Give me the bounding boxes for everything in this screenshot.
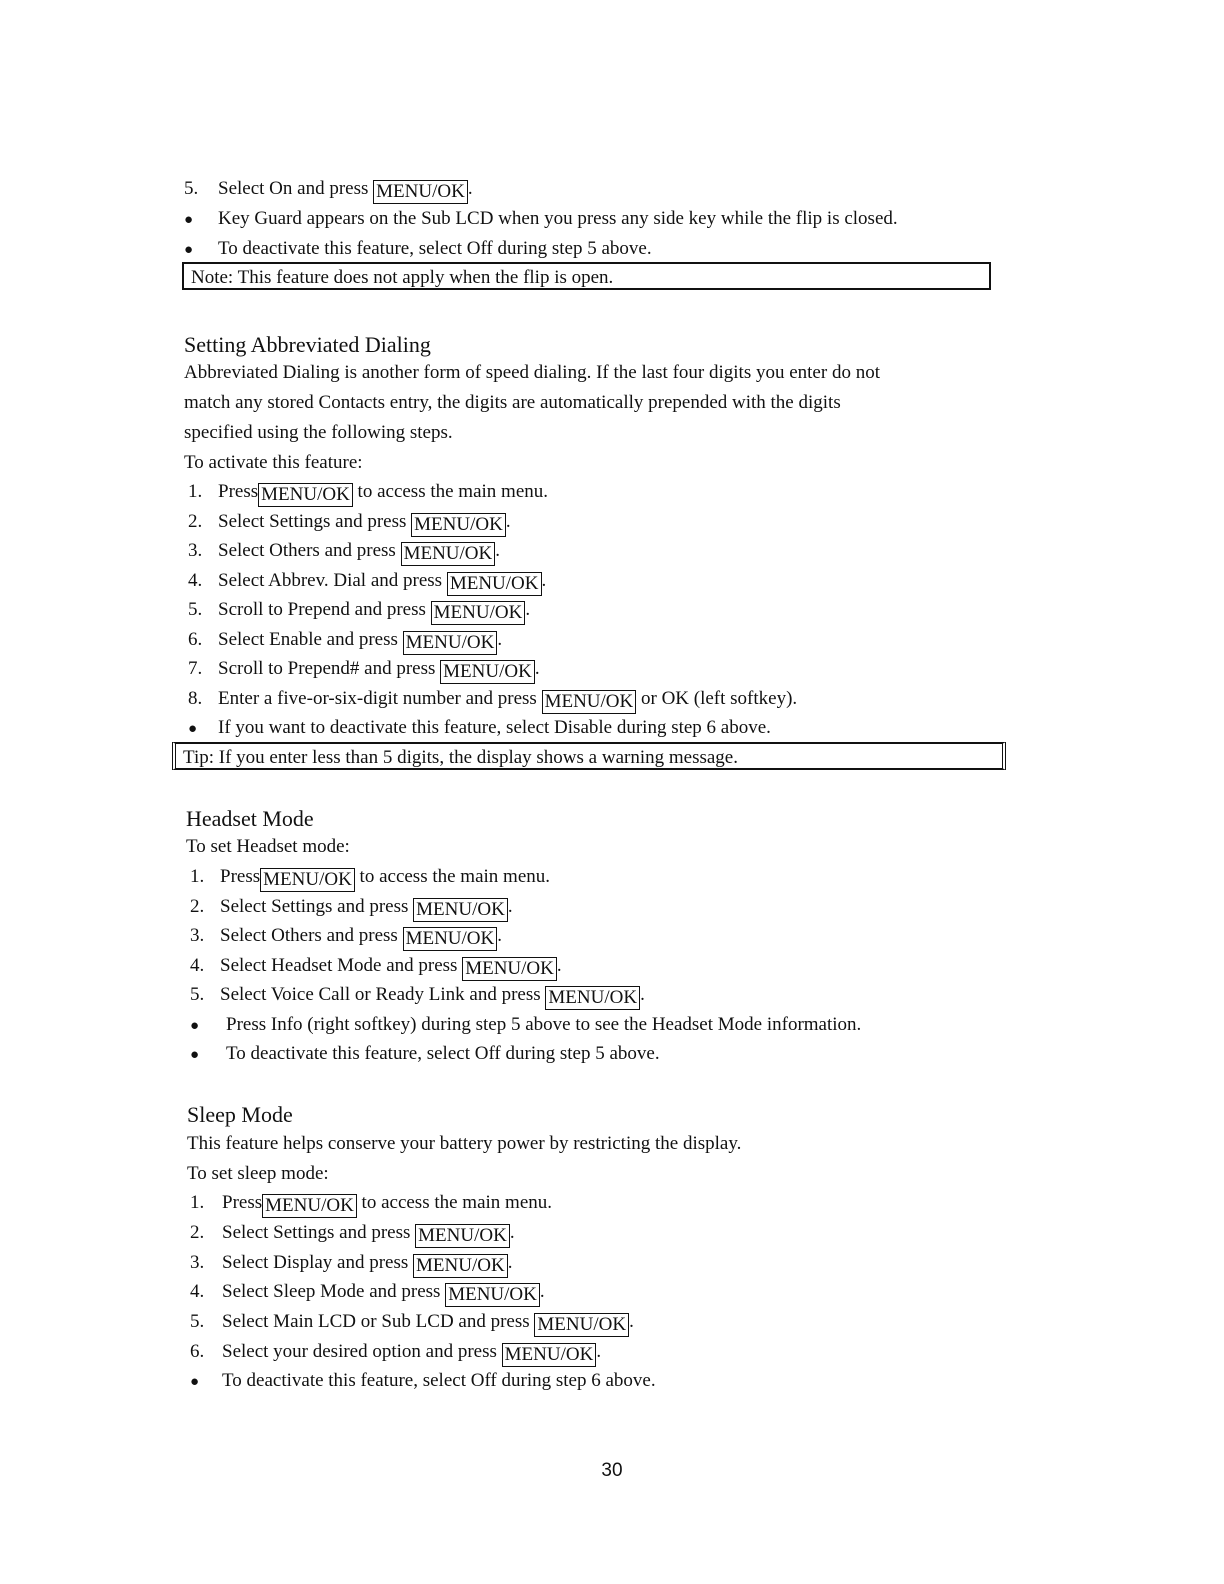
step-text: Select Sleep Mode and press	[222, 1281, 441, 1302]
section-title-sleep-mode: Sleep Mode	[187, 1102, 293, 1127]
menu-ok-key: MENU/OK	[502, 1343, 597, 1367]
abbrev-step-2	[188, 509, 511, 535]
step-text: Press	[222, 1192, 263, 1213]
step-text-end: .	[507, 1252, 513, 1273]
bullet-text: Key Guard appears on the Sub LCD when you press any side key while the flip is closed.	[218, 208, 898, 229]
step-text-end: .	[525, 599, 531, 620]
step-text: Press	[220, 866, 261, 887]
abbrev-step-7	[188, 656, 540, 682]
page-number: 30	[601, 1460, 623, 1481]
menu-ok-key: MENU/OK	[415, 1224, 510, 1248]
step-number: 4.	[190, 1281, 205, 1302]
keyguard-bullet-1	[184, 206, 898, 232]
step-text-end: .	[541, 570, 547, 591]
tip-text: Tip: If you enter less than 5 digits, the display shows a warning message.	[183, 747, 738, 768]
section-title-headset-mode: Headset Mode	[186, 806, 314, 831]
abbrev-step-8	[188, 686, 797, 712]
note-text: Note: This feature does not apply when the flip is open.	[191, 267, 614, 288]
sleep-bullet	[190, 1368, 656, 1394]
keyguard-note-box	[182, 262, 991, 290]
menu-ok-key: MENU/OK	[542, 690, 637, 714]
abbrev-step-5	[188, 597, 530, 623]
sleep-step-1	[190, 1190, 552, 1216]
step-number: 8.	[188, 688, 203, 709]
sleep-step-5	[190, 1309, 634, 1335]
abbrev-bullet	[188, 715, 771, 741]
step-text-end: .	[497, 629, 503, 650]
menu-ok-key: MENU/OK	[445, 1283, 540, 1307]
bullet-icon: ●	[190, 1047, 200, 1063]
headset-bullet-2	[190, 1041, 660, 1067]
step-text: Select Display and press	[222, 1252, 409, 1273]
abbrev-step-3	[188, 538, 500, 564]
step-number: 6.	[188, 629, 203, 650]
bullet-text: To deactivate this feature, select Off during step 5 above.	[226, 1043, 660, 1064]
step-number: 1.	[188, 481, 203, 502]
step-text: Select Headset Mode and press	[220, 955, 458, 976]
menu-ok-key: MENU/OK	[260, 868, 355, 892]
step-text-end: .	[505, 511, 511, 532]
step-number: 5.	[190, 984, 205, 1005]
step-number: 1.	[190, 866, 205, 887]
step-text: Scroll to Prepend and press	[218, 599, 426, 620]
step-text-end: .	[556, 955, 562, 976]
step-text-end: or OK (left softkey).	[641, 688, 798, 709]
step-text-end: .	[495, 540, 500, 561]
abbrev-tip-box	[172, 742, 1006, 770]
step-text: Select Others and press	[218, 540, 396, 561]
section-title-abbreviated-dialing: Setting Abbreviated Dialing	[184, 332, 431, 357]
step-number: 5.	[184, 178, 199, 199]
bullet-icon: ●	[184, 242, 194, 258]
step-text-end: to access the main menu.	[359, 866, 551, 887]
menu-ok-key: MENU/OK	[431, 601, 526, 625]
step-text: Select Settings and press	[220, 896, 409, 917]
bullet-icon: ●	[188, 721, 198, 737]
menu-ok-key: MENU/OK	[403, 927, 498, 951]
menu-ok-key: MENU/OK	[411, 513, 506, 537]
bullet-icon: ●	[190, 1374, 200, 1390]
step-text-end: .	[509, 1222, 515, 1243]
step-text: Select Enable and press	[218, 629, 398, 650]
menu-ok-key: MENU/OK	[462, 957, 557, 981]
menu-ok-key: MENU/OK	[440, 660, 535, 684]
step-text: Enter a five-or-six-digit number and press	[218, 688, 537, 709]
abbrev-step-1	[188, 479, 548, 505]
sleep-step-2	[190, 1220, 515, 1246]
bullet-icon: ●	[190, 1018, 200, 1034]
abbrev-paragraph-line-1: Abbreviated Dialing is another form of speed dialing. If the last four digits you enter do not	[184, 362, 880, 383]
step-text: Select Abbrev. Dial and press	[218, 570, 443, 591]
headset-step-3	[190, 923, 502, 949]
step-text: Scroll to Prepend# and press	[218, 658, 436, 679]
bullet-text: To deactivate this feature, select Off during step 5 above.	[218, 238, 652, 259]
step-text-end: .	[507, 896, 513, 917]
menu-ok-key: MENU/OK	[262, 1194, 357, 1218]
step-number: 5.	[188, 599, 203, 620]
step-number: 1.	[190, 1192, 205, 1213]
menu-ok-key: MENU/OK	[413, 898, 508, 922]
menu-ok-key: MENU/OK	[545, 986, 640, 1010]
step-number: 4.	[188, 570, 203, 591]
keyguard-bullet-2	[184, 236, 652, 262]
sleep-step-3	[190, 1250, 512, 1276]
step-text: Select On and press	[218, 178, 369, 199]
sleep-step-6	[190, 1339, 601, 1365]
step-number: 3.	[188, 540, 203, 561]
step-text: Select Settings and press	[218, 511, 407, 532]
step-text-end: .	[596, 1341, 602, 1362]
step-text: Press	[218, 481, 259, 502]
headset-step-5	[190, 982, 645, 1008]
keyguard-step-5	[184, 176, 473, 202]
step-text-end: .	[629, 1311, 634, 1332]
headset-bullet-1	[190, 1012, 861, 1038]
step-text: Select your desired option and press	[222, 1341, 497, 1362]
step-text-end: .	[467, 178, 473, 199]
abbrev-step-6	[188, 627, 502, 653]
step-number: 6.	[190, 1341, 205, 1362]
step-number: 2.	[190, 896, 205, 917]
step-text: Select Main LCD or Sub LCD and press	[222, 1311, 530, 1332]
menu-ok-key: MENU/OK	[401, 542, 496, 566]
step-text: Select Others and press	[220, 925, 398, 946]
headset-step-1	[190, 864, 550, 890]
step-number: 5.	[190, 1311, 205, 1332]
menu-ok-key: MENU/OK	[403, 631, 498, 655]
menu-ok-key: MENU/OK	[373, 180, 468, 204]
step-text: Select Voice Call or Ready Link and press	[220, 984, 541, 1005]
abbrev-paragraph-line-2: match any stored Contacts entry, the digits are automatically prepended with the digits	[184, 392, 841, 413]
menu-ok-key: MENU/OK	[447, 572, 542, 596]
step-text-end: .	[534, 658, 540, 679]
bullet-text: To deactivate this feature, select Off during step 6 above.	[222, 1370, 656, 1391]
step-text-end: .	[497, 925, 502, 946]
menu-ok-key: MENU/OK	[413, 1254, 508, 1278]
step-number: 2.	[190, 1222, 205, 1243]
abbrev-intro: To activate this feature:	[184, 452, 363, 473]
step-text-end: to access the main menu.	[361, 1192, 553, 1213]
bullet-text: If you want to deactivate this feature, select Disable during step 6 above.	[218, 717, 771, 738]
headset-step-4	[190, 953, 562, 979]
abbrev-paragraph-line-3: specified using the following steps.	[184, 422, 453, 443]
abbrev-step-4	[188, 568, 546, 594]
step-number: 7.	[188, 658, 203, 679]
menu-ok-key: MENU/OK	[534, 1313, 629, 1337]
step-number: 2.	[188, 511, 203, 532]
headset-intro: To set Headset mode:	[186, 836, 350, 857]
step-text-end: to access the main menu.	[357, 481, 549, 502]
sleep-description: This feature helps conserve your battery power by restricting the display.	[187, 1133, 742, 1154]
menu-ok-key: MENU/OK	[258, 483, 353, 507]
bullet-icon: ●	[184, 212, 194, 228]
headset-step-2	[190, 894, 513, 920]
step-text-end: .	[640, 984, 645, 1005]
step-text: Select Settings and press	[222, 1222, 411, 1243]
bullet-text: Press Info (right softkey) during step 5 above to see the Headset Mode information.	[226, 1014, 862, 1035]
step-number: 3.	[190, 925, 205, 946]
step-number: 4.	[190, 955, 205, 976]
step-number: 3.	[190, 1252, 205, 1273]
sleep-intro: To set sleep mode:	[187, 1163, 329, 1184]
step-text-end: .	[539, 1281, 545, 1302]
sleep-step-4	[190, 1279, 545, 1305]
